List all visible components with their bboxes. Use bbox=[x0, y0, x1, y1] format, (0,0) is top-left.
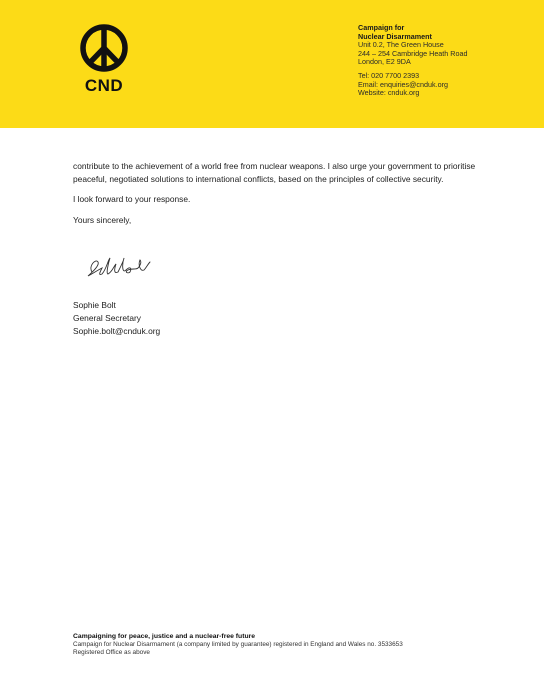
registration-notice: Campaign for Nuclear Disarmament (a company limited by guarantee) registered in England and Wales no. 3533653 bbox=[73, 641, 403, 649]
email-link[interactable]: Email: enquiries@cnduk.org bbox=[358, 79, 448, 89]
letterhead-banner bbox=[0, 0, 544, 128]
footer-tagline: Campaigning for peace, justice and a nuclear-free future bbox=[73, 633, 256, 640]
website-link[interactable]: Website: cnduk.org bbox=[358, 88, 420, 98]
body-paragraph: I look forward to your response. bbox=[73, 194, 191, 205]
address-line: 244 – 254 Cambridge Heath Road bbox=[358, 48, 468, 58]
org-name-line1: Campaign for bbox=[358, 23, 405, 32]
closing-line: Yours sincerely, bbox=[73, 214, 132, 225]
signer-title: General Secretary bbox=[73, 313, 141, 323]
telephone: Tel: 020 7700 2393 bbox=[358, 70, 420, 80]
letter-body bbox=[73, 160, 483, 226]
cnd-logo bbox=[74, 22, 134, 100]
peace-symbol-icon bbox=[74, 22, 134, 74]
letter-footer bbox=[73, 633, 513, 658]
organisation-contact-block bbox=[358, 24, 518, 98]
org-name-line2: Nuclear Disarmament bbox=[358, 31, 432, 41]
address-line: Unit 0.2, The Green House bbox=[358, 40, 444, 50]
address-line: London, E2 9DA bbox=[358, 57, 411, 67]
handwritten-signature bbox=[84, 252, 154, 282]
body-paragraph: contribute to the achievement of a world free from nuclear weapons. I also urge your government to prioritise peaceful, negotiated solutions to international conflicts, based on the principles of collective security. bbox=[73, 161, 476, 184]
signer-name: Sophie Bolt bbox=[73, 300, 116, 310]
signatory-block bbox=[73, 299, 160, 338]
logo-wordmark: CND bbox=[84, 76, 124, 95]
signer-email-link[interactable]: Sophie.bolt@cnduk.org bbox=[73, 326, 161, 336]
registered-office-notice: Registered Office as above bbox=[73, 649, 150, 657]
